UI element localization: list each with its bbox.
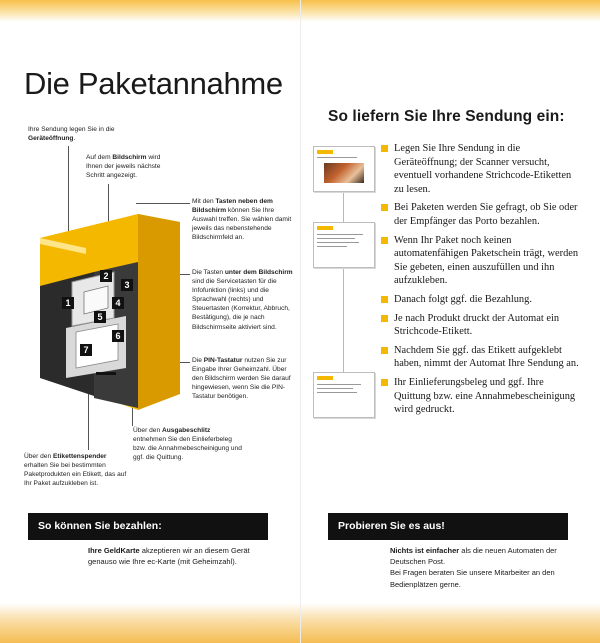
machine-number-3: 3 [121,279,133,291]
payment-text: Ihre GeldKarte akzeptieren wir an diesem Gerät genauso wie Ihre ec-Karte (mit Geheimzahl). [88,546,250,567]
bullet-square-icon [381,204,388,211]
parcel-machine-illustration [30,200,190,412]
bullet-square-icon [381,379,388,386]
delivery-heading: So liefern Sie Ihre Sendung ein: [328,108,565,125]
machine-number-5: 5 [94,311,106,323]
delivery-step: Bei Paketen werden Sie gefragt, ob Sie oder der Empfänger das Porto bezahlen. [381,201,581,228]
annotation-label-dispenser: Über den Etikettenspender erhalten Sie bei bestimmten Paketprodukten ein Etikett, das auf Ihr Paket aufzukleben ist. [24,453,127,488]
delivery-step: Wenn Ihr Paket noch keinen automatenfähigen Paketschein trägt, werden Sie gebeten, einen auszufüllen und ihn aufzukleben. [381,234,581,288]
bullet-square-icon [381,237,388,244]
delivery-step: Je nach Produkt druckt der Automat ein Strichcode-Etikett. [381,312,581,339]
annotation-screen: Auf dem Bildschirm wird Ihnen der jeweils nächste Schritt angezeigt. [86,154,161,180]
bullet-square-icon [381,145,388,152]
tryout-text: Nichts ist einfacher als die neuen Automaten der Deutschen Post. Bei Fragen beraten Sie unsere Mitarbeiter an den Bedienplätzen gerne. [390,546,557,589]
bullet-square-icon [381,296,388,303]
annotation-pin-pad: Die PIN-Tastatur nutzen Sie zur Eingabe Ihrer Geheimzahl. Über den Bildschirm werden Sie darauf hingewiesen, wenn Sie die PIN-Tastatur benötigen. [192,357,291,401]
delivery-step: Nachdem Sie ggf. das Etikett aufgeklebt haben, nimmt der Automat Ihre Sendung an. [381,344,581,371]
delivery-step: Legen Sie Ihre Sendung in die Geräteöffnung; der Scanner versucht, eventuell vorhandene Strichcode-Etiketten zu lesen. [381,142,581,196]
machine-number-7: 7 [80,344,92,356]
screen-thumbnail-3 [313,372,375,418]
annotation-side-buttons: Mit den Tasten neben dem Bildschirm können Sie Ihre Auswahl treffen. Sie wählen damit jeweils das nebenstehende Bildschirmfeld an. [192,198,292,242]
annotation-output-slot: Über den Ausgabeschlitz entnehmen Sie den Einlieferbeleg bzw. die Annahmebescheinigung und ggf. die Quittung. [133,427,242,462]
annotation-opening: Ihre Sendung legen Sie in die Geräteöffnung. [28,126,115,143]
machine-number-4: 4 [112,297,124,309]
machine-number-2: 2 [100,270,112,282]
page-fold [300,0,301,643]
payment-heading: So können Sie bezahlen: [28,513,268,540]
machine-number-1: 1 [62,297,74,309]
tryout-heading: Probieren Sie es aus! [328,513,568,540]
bullet-square-icon [381,347,388,354]
screen-thumbnail-2 [313,222,375,268]
screen-thumbnail-1 [313,146,375,192]
machine-number-6: 6 [112,330,124,342]
page-title: Die Paketannahme [24,66,283,101]
annotation-service-buttons: Die Tasten unter dem Bildschirm sind die Servicetasten für die Infofunktion (links) und die Sprachwahl (rechts) und Steuertasten (Korrektur, Abbruch, Bestätigung), die je nach Bildschirmseite aktiviert sind. [192,269,293,331]
delivery-steps [381,142,581,422]
parcel-machine-drawing [30,200,190,412]
delivery-step: Ihr Einlieferungsbeleg und ggf. Ihre Quittung bzw. eine Annahmebescheinigung wird gedruckt. [381,376,581,417]
bullet-square-icon [381,315,388,322]
delivery-step: Danach folgt ggf. die Bezahlung. [381,293,581,307]
